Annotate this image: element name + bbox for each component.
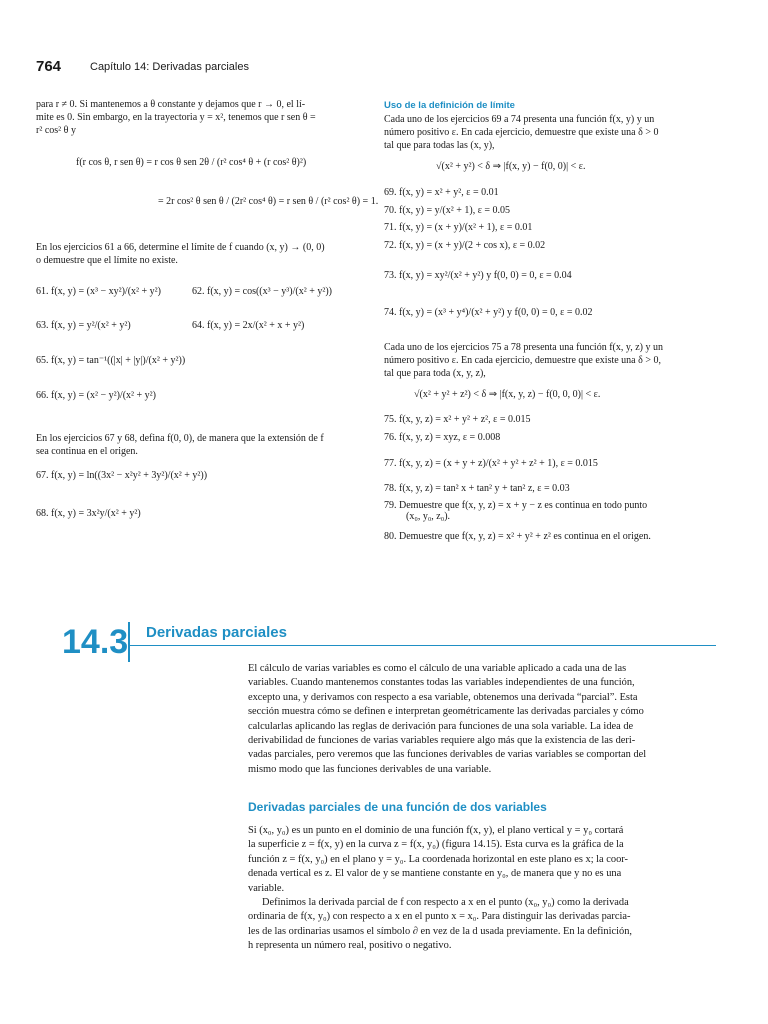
equation-1: f(r cos θ, r sen θ) = r cos θ sen 2θ / (r² cos⁴ θ + (r cos² θ)²) [76,157,307,168]
intro-line: vadas parciales, pero veremos que las funciones derivables de varias variables se comportan del [248,749,647,761]
para2-line: ordinaria de f(x, y₀) con respecto a x en el punto x = x₀. Para distinguir las derivadas parcia- [248,911,631,923]
paragraph-2 [248,896,700,954]
exercise-70: 70. f(x, y) = y/(x² + 1), ε = 0.05 [384,205,511,216]
exercise-79 [384,500,647,522]
intro-line-3: r² cos² θ y [36,125,76,137]
intro-line: sección muestra cómo se definen e interpretan geométricamente las derivadas parciales y cómo [248,706,644,718]
ex67-68-intro-line-1: En los ejercicios 67 y 68, defina f(0, 0), de manera que la extensión de f [36,433,324,444]
section-rule [130,645,716,646]
section-intro [248,662,700,777]
ex61-66-intro-line-1: En los ejercicios 61 a 66, determine el límite de f cuando (x, y) → (0, 0) [36,242,325,253]
section-divider [128,622,130,662]
exercise-80: 80. Demuestre que f(x, y, z) = x² + y² + z² es continua en el origen. [384,531,651,542]
exercise-66: 66. f(x, y) = (x² − y²)/(x² + y²) [36,390,156,401]
chapter-title: Capítulo 14: Derivadas parciales [90,61,249,73]
right-intro-a-line-2: número positivo ε. En cada ejercicio, demuestre que existe una δ > 0 [384,127,659,139]
intro-line-1: para r ≠ 0. Si mantenemos a θ constante y dejamos que r → 0, el lí- [36,99,306,110]
exercise-72: 72. f(x, y) = (x + y)/(2 + cos x), ε = 0.02 [384,240,546,251]
paragraph-1 [248,824,700,896]
exercise-77: 77. f(x, y, z) = (x + y + z)/(x² + y² + z² + 1), ε = 0.015 [384,458,598,469]
ex61-66-intro-line-2: o demuestre que el límite no existe. [36,255,178,267]
exercise-64: 64. f(x, y) = 2x/(x² + x + y²) [192,320,305,331]
exercise-69: 69. f(x, y) = x² + y², ε = 0.01 [384,187,499,198]
right-intro-b-line-1: Cada uno de los ejercicios 75 a 78 presenta una función f(x, y, z) y un [384,342,663,353]
intro-line: El cálculo de varias variables es como el cálculo de una variable aplicado a cada una de las [248,663,627,674]
exercise-76: 76. f(x, y, z) = xyz, ε = 0.008 [384,432,501,443]
exercise-74: 74. f(x, y) = (x³ + y⁴)/(x² + y²) y f(0, 0) = 0, ε = 0.02 [384,307,593,318]
para1-line: Si (x₀, y₀) es un punto en el dominio de una función f(x, y), el plano vertical y = y₀ cortará [248,825,624,836]
subsection-heading: Derivadas parciales de una función de dos variables [248,800,547,814]
para1-line: función z = f(x, y₀) en el plano y = y₀. La coordenada horizontal en este plano es x; la coor- [248,853,628,865]
equation-2: = 2r cos² θ sen θ / (2r² cos⁴ θ) = r sen θ / (r² cos² θ) = 1. [158,196,379,207]
intro-line: variables. Cuando mantenemos constantes todas las variables independientes de una función, [248,677,635,689]
para2-line: les de las ordinarias usamos el símbolo ∂ en vez de la d usada previamente. En la definición, [248,925,632,937]
right-intro-a-line-1: Cada uno de los ejercicios 69 a 74 presenta una función f(x, y) y un [384,114,655,125]
right-heading: Uso de la definición de límite [384,100,515,111]
para1-line: variable. [248,882,285,894]
intro-line-2: mite es 0. Sin embargo, en la trayectoria y = x², tenemos que r sen θ = [36,112,316,124]
section-title: Derivadas parciales [146,624,287,641]
left-intro [36,98,366,138]
intro-line: calcularlas aplicando las reglas de derivación para funciones de una sola variable. La idea de [248,720,634,732]
right-intro-b-line-3: tal que para toda (x, y, z), [384,368,486,380]
exercise-63: 63. f(x, y) = y²/(x² + y²) [36,320,131,331]
para2-line: Definimos la derivada parcial de f con respecto a x en el punto (x₀, y₀) como la derivada [262,897,629,908]
para2-line: h representa un número real, positivo o negativo. [248,940,452,952]
exercise-62: 62. f(x, y) = cos((x³ − y³)/(x² + y²)) [192,286,332,297]
right-intro-a-line-3: tal que para todas las (x, y), [384,140,495,152]
exercise-73: 73. f(x, y) = xy²/(x² + y²) y f(0, 0) = 0, ε = 0.04 [384,270,572,281]
para1-line: la superficie z = f(x, y) en la curva z = f(x, y₀) (figura 14.15). Esta curva es la gráfica de la [248,839,624,851]
exercise-79-line-2: (x₀, y₀, z₀). [406,511,451,522]
intro-line: derivabilidad de funciones de varias variables requiere algo más que la existencia de las deri- [248,735,636,747]
ex67-68-intro-line-2: sea continua en el origen. [36,446,138,458]
condition-b: √(x² + y² + z²) < δ ⇒ |f(x, y, z) − f(0, 0, 0)| < ε. [414,389,601,400]
exercise-79-line-1: 79. Demuestre que f(x, y, z) = x + y − z es continua en todo punto [384,500,648,511]
exercise-78: 78. f(x, y, z) = tan² x + tan² y + tan² z, ε = 0.03 [384,483,570,494]
para1-line: denada vertical es z. El valor de y se mantiene constante en y₀, de manera que y no es una [248,868,622,880]
section-number: 14.3 [62,623,129,661]
exercise-65: 65. f(x, y) = tan⁻¹((|x| + |y|)/(x² + y²)) [36,355,186,366]
condition-a: √(x² + y²) < δ ⇒ |f(x, y) − f(0, 0)| < ε. [436,161,586,172]
right-intro-a [384,113,716,153]
right-intro-b-line-2: número positivo ε. En cada ejercicio, demuestre que existe una δ > 0, [384,355,661,367]
exercise-61: 61. f(x, y) = (x³ − xy²)/(x² + y²) [36,286,161,297]
exercise-67: 67. f(x, y) = ln((3x² − x²y² + 3y²)/(x² + y²)) [36,470,208,481]
right-intro-b [384,341,716,381]
exercise-71: 71. f(x, y) = (x + y)/(x² + 1), ε = 0.01 [384,222,533,233]
exercise-68: 68. f(x, y) = 3x²y/(x² + y²) [36,508,141,519]
exercise-75: 75. f(x, y, z) = x² + y² + z², ε = 0.015 [384,414,531,425]
intro-line: excepto una, y derivamos con respecto a esa variable, obtenemos una derivada “parcial”. Esta [248,691,638,703]
ex61-66-intro [36,241,366,267]
ex67-68-intro [36,432,366,458]
intro-line: mismo modo que las funciones derivables de una variable. [248,763,492,775]
page-number: 764 [36,58,62,75]
